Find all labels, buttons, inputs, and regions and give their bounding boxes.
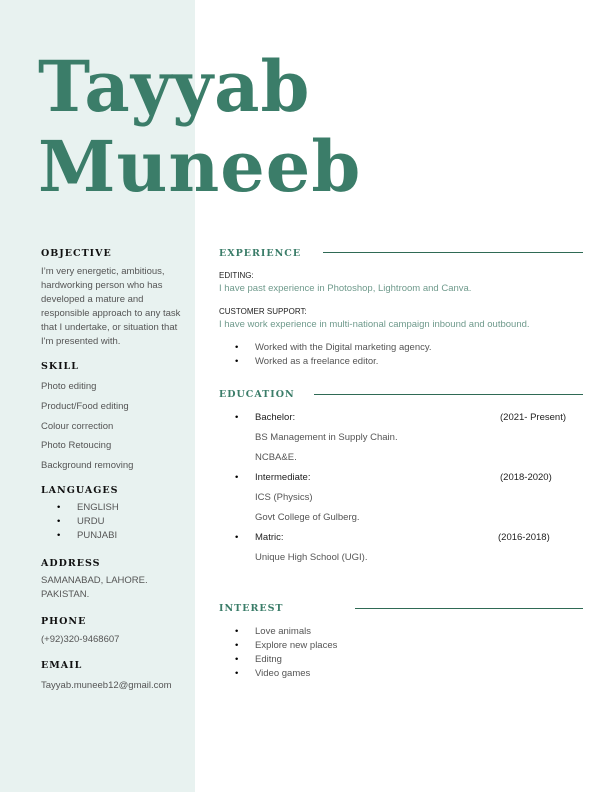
education-item: • Intermediate: (2018-2020) ICS (Physics) Govt College of Gulberg.	[219, 472, 579, 532]
language-item: • URDU	[41, 515, 119, 529]
objective-text: I’m very energetic, ambitious, hardworking person who has developed a mature and responsible approach to any task that I undertake, or situation that I'm presented with.	[41, 266, 181, 347]
experience-label: CUSTOMER SUPPORT:	[219, 307, 307, 316]
education-details	[255, 488, 579, 528]
skill-item: Photo Retoucing	[41, 440, 112, 452]
education-dates: (2016-2018)	[498, 532, 550, 543]
experience-bullets	[219, 341, 432, 369]
education-list	[219, 412, 579, 568]
skill-list	[41, 377, 133, 476]
experience-label: EDITING:	[219, 271, 254, 280]
skill-item: Product/Food editing	[41, 400, 129, 412]
skill-item: Background removing	[41, 460, 134, 472]
interest-heading: INTEREST	[219, 603, 284, 614]
experience-heading: EXPERIENCE	[219, 248, 302, 259]
languages-list	[41, 501, 119, 543]
interest-item: • Editng	[219, 653, 337, 667]
experience-bullet: • Worked as a freelance editor.	[219, 355, 432, 369]
skill-heading: SKILL	[41, 361, 79, 372]
education-heading: EDUCATION	[219, 389, 295, 400]
interest-item: • Video games	[219, 667, 337, 681]
interest-list	[219, 625, 337, 681]
address-text	[41, 574, 148, 602]
language-item: • ENGLISH	[41, 501, 119, 515]
education-detail: ICS (Physics)	[255, 492, 313, 503]
education-dates: (2021- Present)	[500, 412, 567, 423]
skill-item: Photo editing	[41, 381, 97, 392]
interest-item: • Love animals	[219, 625, 337, 639]
experience-bullet: • Worked with the Digital marketing agency.	[219, 341, 432, 355]
education-degree: Bachelor	[255, 412, 293, 423]
objective-heading: OBJECTIVE	[41, 248, 112, 259]
languages-heading: LANGUAGES	[41, 485, 119, 496]
education-detail: NCBA&E.	[255, 452, 297, 463]
interest-item: • Explore new places	[219, 639, 337, 653]
experience-text: I have work experience in multi-national campaign inbound and outbound.	[219, 319, 530, 330]
education-degree: Matric	[255, 532, 281, 543]
phone-value: (+92)320-9468607	[41, 634, 120, 645]
education-degree: Intermediate	[255, 472, 308, 483]
education-dates: (2018-2020)	[500, 472, 552, 483]
email-heading: EMAIL	[41, 660, 83, 671]
education-details	[255, 428, 579, 468]
education-detail: Unique High School (UGI).	[255, 552, 368, 563]
education-item: • Bachelor: (2021- Present) BS Management in Supply Chain. NCBA&E.	[219, 412, 579, 472]
education-detail: BS Management in Supply Chain.	[255, 432, 398, 443]
experience-text: I have past experience in Photoshop, Lightroom and Canva.	[219, 283, 472, 294]
first-name: Tayyab	[38, 45, 311, 128]
email-value: Tayyab.muneeb12@gmail.com	[41, 680, 172, 691]
address-line: PAKISTAN.	[41, 589, 90, 600]
education-item: • Matric: (2016-2018) Unique High School (UGI).	[219, 532, 579, 568]
address-heading: ADDRESS	[41, 558, 101, 569]
divider	[323, 252, 583, 253]
skill-item: Colour correction	[41, 420, 114, 432]
education-detail: Govt College of Gulberg.	[255, 512, 360, 523]
education-details	[255, 548, 579, 568]
address-line: SAMANABAD, LAHORE.	[41, 575, 148, 586]
last-name: Muneeb	[38, 125, 362, 208]
phone-heading: PHONE	[41, 616, 87, 627]
divider	[314, 394, 583, 395]
language-item: • PUNJABI	[41, 529, 119, 543]
divider	[355, 608, 583, 609]
